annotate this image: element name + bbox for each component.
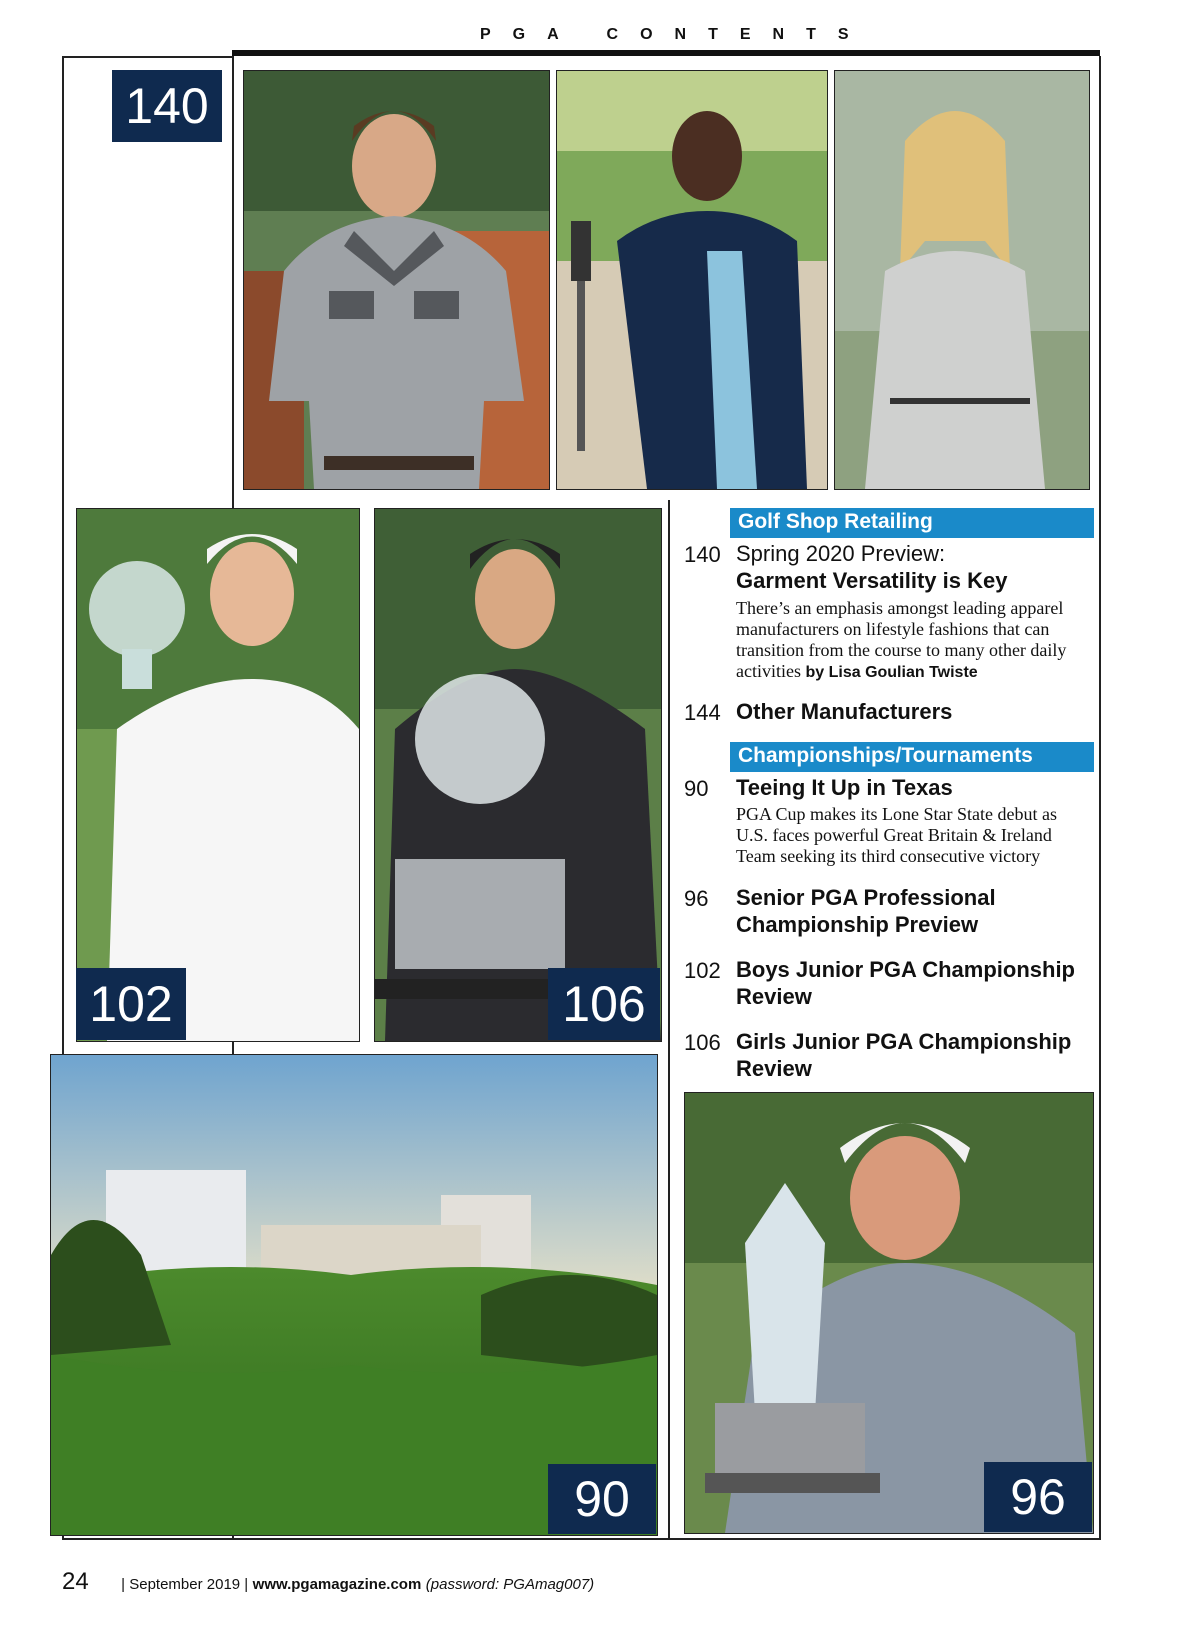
frame-bottom [62, 1538, 1100, 1540]
entry-title-140[interactable]: Garment Versatility is Key [736, 568, 1008, 593]
page-badge-90: 90 [548, 1464, 656, 1534]
section-heading-championships: Championships/Tournaments [730, 742, 1094, 772]
header-rule [232, 50, 1100, 56]
entry-title-96-line2: Championship Preview [736, 912, 979, 937]
entry-page-90: 90 [684, 776, 709, 801]
frame-right [1099, 56, 1101, 1540]
entry-title-106[interactable] [736, 1028, 1071, 1082]
entry-title-106-line2: Review [736, 1056, 812, 1081]
section-heading-golf-shop-retailing: Golf Shop Retailing [730, 508, 1094, 538]
entry-title-102[interactable] [736, 956, 1075, 1010]
footer-website[interactable]: www.pgamagazine.com [252, 1576, 422, 1593]
entry-pre-title-140: Spring 2020 Preview: [736, 541, 946, 566]
frame-mid-col [668, 500, 670, 1538]
entry-page-106: 106 [684, 1030, 721, 1055]
photo-women-navy-polo [556, 70, 828, 490]
entry-title-96[interactable] [736, 884, 996, 938]
entry-page-144: 144 [684, 700, 721, 725]
entry-desc-140-text: There’s an emphasis amongst leading apparel manufacturers on lifestyle fashions that can transition from the course to many other daily activities [736, 598, 1067, 681]
footer-password: (password: PGAmag007) [425, 1576, 595, 1593]
page-badge-102: 102 [76, 968, 186, 1040]
footer-date: | September 2019 | [121, 1576, 249, 1593]
page-badge-96: 96 [984, 1462, 1092, 1532]
entry-title-90[interactable]: Teeing It Up in Texas [736, 775, 953, 800]
entry-page-140: 140 [684, 542, 721, 567]
page-badge-140: 140 [112, 70, 222, 142]
photo-boys-junior-champion [76, 508, 360, 1042]
frame-top-left [62, 56, 232, 58]
entry-title-96-line1: Senior PGA Professional [736, 885, 996, 910]
entry-byline-140: by Lisa Goulian Twiste [805, 664, 978, 681]
page-header: PGA CONTENTS [480, 26, 871, 43]
entry-page-96: 96 [684, 886, 709, 911]
entry-title-102-line1: Boys Junior PGA Championship [736, 957, 1075, 982]
entry-title-102-line2: Review [736, 984, 812, 1009]
entry-page-102: 102 [684, 958, 721, 983]
footer [62, 1568, 594, 1596]
photo-girls-junior-champion [374, 508, 662, 1042]
entry-title-144[interactable]: Other Manufacturers [736, 699, 953, 724]
entry-desc-90: PGA Cup makes its Lone Star State debut as U.S. faces powerful Great Britain & Ireland Team seeking its third consecutive victory [736, 804, 1057, 866]
footer-page-number: 24 [62, 1568, 89, 1595]
photo-women-dress [834, 70, 1090, 490]
page-badge-106: 106 [548, 968, 660, 1040]
entry-title-106-line1: Girls Junior PGA Championship [736, 1029, 1072, 1054]
entry-desc-140 [736, 598, 1098, 683]
photo-men-polo [243, 70, 550, 490]
